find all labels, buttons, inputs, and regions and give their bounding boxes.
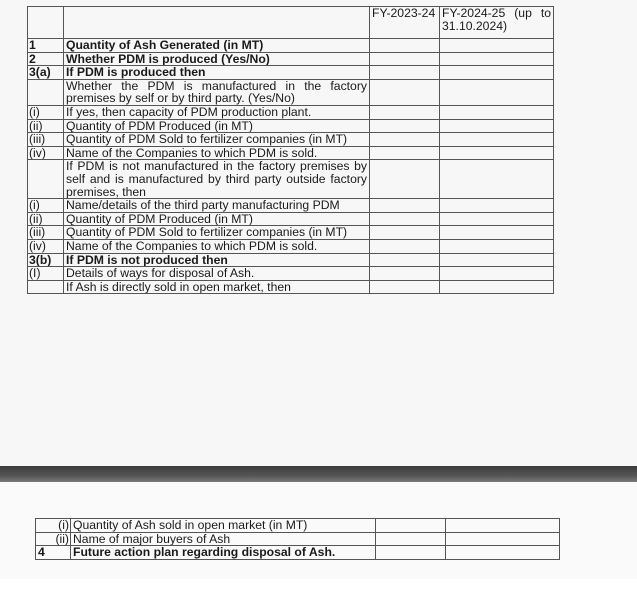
header-desc-cell bbox=[64, 7, 370, 39]
fy2024-value-cell bbox=[440, 133, 554, 147]
row-description-cell: Quantity of Ash Generated (in MT) bbox=[64, 39, 370, 53]
table-row bbox=[28, 199, 554, 213]
row-description-cell: Quantity of PDM Sold to fertilizer companies (in MT) bbox=[64, 133, 370, 147]
row-description-cell: If PDM is produced then bbox=[64, 66, 370, 80]
fy2023-value-cell bbox=[370, 105, 440, 119]
row-description-cell: Quantity of Ash sold in open market (in MT) bbox=[71, 519, 376, 533]
row-description-cell: Name of the Companies to which PDM is sold. bbox=[64, 239, 370, 253]
fy2024-value-cell bbox=[440, 105, 554, 119]
fy2023-value-cell bbox=[370, 239, 440, 253]
ash-disposal-table-continued bbox=[35, 518, 560, 560]
table-row bbox=[28, 66, 554, 80]
fy2023-value-cell bbox=[370, 253, 440, 267]
fy2024-value-cell bbox=[440, 280, 554, 294]
fy2024-value-cell bbox=[440, 212, 554, 226]
table-row bbox=[28, 280, 554, 294]
row-description-cell: Quantity of PDM Produced (in MT) bbox=[64, 119, 370, 133]
fy2023-value-cell bbox=[370, 119, 440, 133]
row-description-cell: Quantity of PDM Produced (in MT) bbox=[64, 212, 370, 226]
fy2024-value-cell bbox=[440, 253, 554, 267]
fy2023-value-cell bbox=[370, 199, 440, 213]
row-number-cell: (i) bbox=[28, 105, 64, 119]
fy2024-value-cell bbox=[440, 39, 554, 53]
table-row bbox=[28, 226, 554, 240]
table-row bbox=[28, 105, 554, 119]
fy2023-value-cell bbox=[376, 532, 446, 546]
fy2024-value-cell bbox=[440, 199, 554, 213]
fy2023-value-cell bbox=[370, 52, 440, 66]
fy2024-value-cell bbox=[440, 160, 554, 199]
ash-disposal-table bbox=[27, 6, 554, 294]
fy2024-value-cell bbox=[440, 146, 554, 160]
row-number-cell: 4 bbox=[36, 546, 71, 560]
row-description-cell: Details of ways for disposal of Ash. bbox=[64, 267, 370, 281]
fy2023-value-cell bbox=[370, 280, 440, 294]
row-description-cell: Future action plan regarding disposal of Ash. bbox=[71, 546, 376, 560]
row-description-cell: If PDM is not produced then bbox=[64, 253, 370, 267]
row-description-cell: Name/details of the third party manufacturing PDM bbox=[64, 199, 370, 213]
fy2023-value-cell bbox=[370, 133, 440, 147]
fy2023-value-cell bbox=[370, 267, 440, 281]
fy2024-value-cell bbox=[440, 239, 554, 253]
row-number-cell: (ii) bbox=[36, 532, 71, 546]
table-row bbox=[28, 133, 554, 147]
table-row bbox=[36, 519, 560, 533]
row-description-cell: If Ash is directly sold in open market, then bbox=[64, 280, 370, 294]
header-fy2024-cell: FY-2024-25 (up to 31.10.2024) bbox=[440, 7, 554, 39]
fy2023-value-cell bbox=[376, 546, 446, 560]
row-description-cell: If yes, then capacity of PDM production plant. bbox=[64, 105, 370, 119]
row-number-cell: (iv) bbox=[28, 239, 64, 253]
fy2024-value-cell bbox=[440, 226, 554, 240]
row-description-cell: Whether PDM is produced (Yes/No) bbox=[64, 52, 370, 66]
table-row bbox=[28, 253, 554, 267]
fy2024-value-cell bbox=[446, 532, 560, 546]
row-number-cell: (iii) bbox=[28, 226, 64, 240]
table-row bbox=[28, 160, 554, 199]
row-number-cell: 1 bbox=[28, 39, 64, 53]
table-row bbox=[36, 546, 560, 560]
fy2023-value-cell bbox=[376, 519, 446, 533]
row-number-cell: (ii) bbox=[28, 119, 64, 133]
row-number-cell: 3(a) bbox=[28, 66, 64, 80]
row-description-cell: Name of the Companies to which PDM is sold. bbox=[64, 146, 370, 160]
row-number-cell bbox=[28, 79, 64, 105]
fy2023-value-cell bbox=[370, 226, 440, 240]
table-row bbox=[28, 79, 554, 105]
header-num-cell bbox=[28, 7, 64, 39]
row-number-cell: 3(b) bbox=[28, 253, 64, 267]
fy2024-value-cell bbox=[440, 66, 554, 80]
row-number-cell: (i) bbox=[28, 199, 64, 213]
table-row bbox=[28, 267, 554, 281]
row-number-cell: (I) bbox=[28, 267, 64, 281]
fy2023-value-cell bbox=[370, 79, 440, 105]
fy2024-value-cell bbox=[440, 79, 554, 105]
table-row bbox=[28, 39, 554, 53]
row-number-cell: (i) bbox=[36, 519, 71, 533]
row-number-cell: (ii) bbox=[28, 212, 64, 226]
fy2024-value-cell bbox=[446, 519, 560, 533]
fy2023-value-cell bbox=[370, 66, 440, 80]
fy2024-value-cell bbox=[446, 546, 560, 560]
fy2024-value-cell bbox=[440, 267, 554, 281]
fy2024-value-cell bbox=[440, 119, 554, 133]
fy2024-value-cell bbox=[440, 52, 554, 66]
fy2023-value-cell bbox=[370, 146, 440, 160]
row-description-cell: Name of major buyers of Ash bbox=[71, 532, 376, 546]
table-row bbox=[28, 52, 554, 66]
row-description-cell: Whether the PDM is manufactured in the factory premises by self or by third party. (Yes/No) bbox=[64, 79, 370, 105]
table-row bbox=[28, 119, 554, 133]
row-number-cell: (iv) bbox=[28, 146, 64, 160]
table-header-row bbox=[28, 7, 554, 39]
fy2023-value-cell bbox=[370, 160, 440, 199]
row-number-cell bbox=[28, 280, 64, 294]
row-number-cell: 2 bbox=[28, 52, 64, 66]
table-row bbox=[28, 212, 554, 226]
fy2023-value-cell bbox=[370, 212, 440, 226]
row-number-cell: (iii) bbox=[28, 133, 64, 147]
table-row bbox=[28, 146, 554, 160]
row-number-cell bbox=[28, 160, 64, 199]
row-description-cell: Quantity of PDM Sold to fertilizer companies (in MT) bbox=[64, 226, 370, 240]
table-row bbox=[28, 239, 554, 253]
page-divider-bar bbox=[0, 466, 637, 482]
fy2023-value-cell bbox=[370, 39, 440, 53]
row-description-cell: If PDM is not manufactured in the factory premises by self and is manufactured by third party outside factory premises, then bbox=[64, 160, 370, 199]
header-fy2023-cell: FY-2023-24 bbox=[370, 7, 440, 39]
table-row bbox=[36, 532, 560, 546]
